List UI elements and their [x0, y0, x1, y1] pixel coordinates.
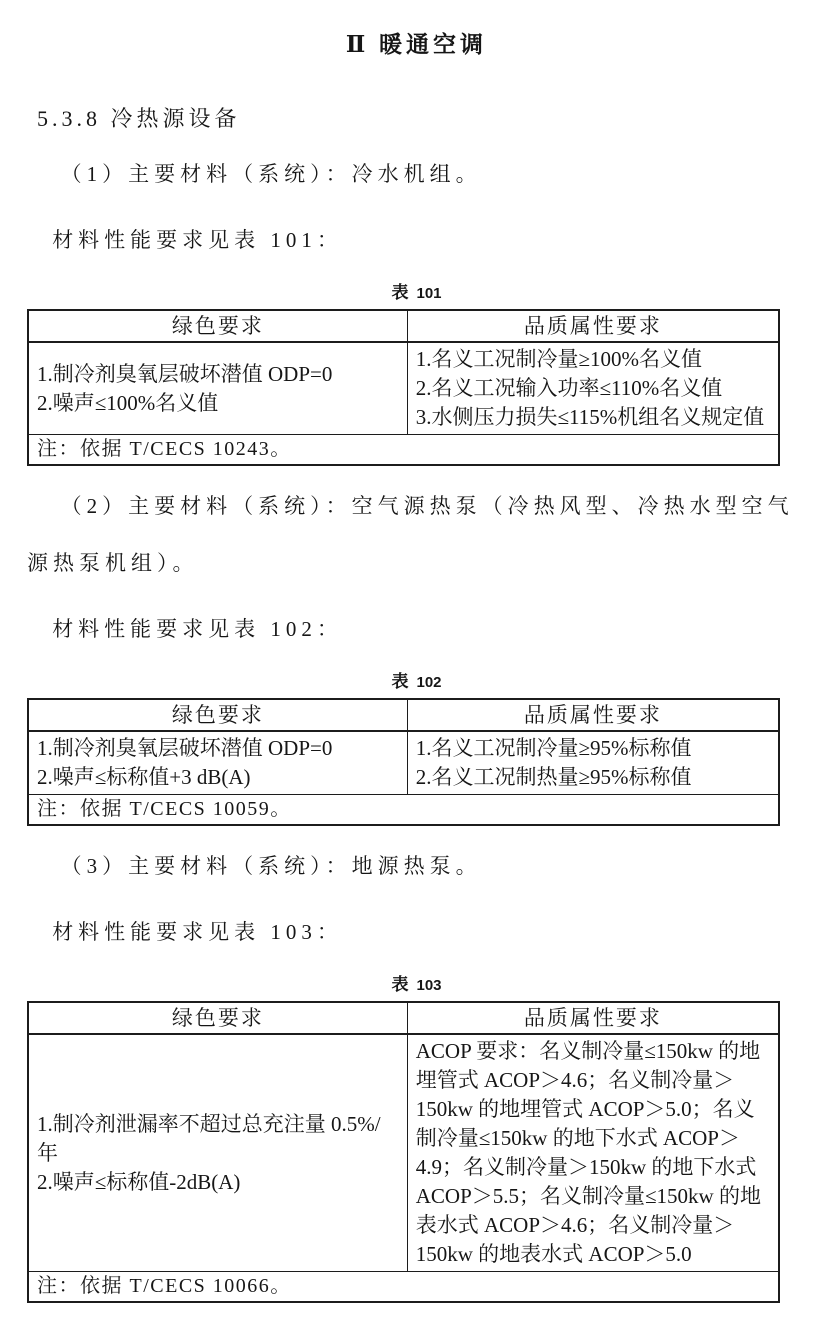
green-column-header: 绿色要求: [28, 699, 407, 731]
table-caption-number: 102: [416, 674, 442, 691]
page-heading: Ⅱ 暖通空调: [345, 32, 488, 57]
table-note: 注：依据 T/CECS 10066。: [28, 1272, 779, 1303]
green-requirements-cell: [28, 342, 407, 435]
requirement-line: 1.名义工况制冷量≥95%标称值: [415, 736, 692, 760]
section-air-source-heat-pump: [27, 478, 806, 826]
table-body-row: [28, 731, 779, 795]
table-caption: [27, 975, 806, 996]
table-body-row: [28, 342, 779, 435]
requirement-line: 1.名义工况制冷量≥100%名义值: [415, 347, 703, 371]
material-paragraph: （2）主要材料（系统）：空气源热泵（冷热风型、冷热水型空气源热泵机组）。: [27, 494, 794, 575]
requirement-line: 1.制冷剂泄漏率不超过总充注量 0.5%/年: [37, 1111, 381, 1165]
requirement-line: 3.水侧压力损失≤115%机组名义规定值: [415, 405, 765, 429]
requirement-line: 1.制冷剂臭氧层破坏潜值 ODP=0: [37, 361, 333, 386]
material-paragraph: （1）主要材料（系统）：冷水机组。: [60, 162, 482, 186]
table-caption-number: 101: [416, 285, 442, 302]
quality-requirements-cell: [407, 1034, 779, 1272]
requirement-line: 2.名义工况输入功率≤110%名义值: [415, 376, 723, 400]
green-column-header: 绿色要求: [28, 1002, 407, 1034]
quality-column-header: 品质属性要求: [407, 1002, 779, 1034]
requirement-line: 2.名义工况制热量≥95%标称值: [415, 765, 692, 789]
requirements-table-101: [27, 309, 780, 466]
section-chiller-unit: [27, 146, 806, 466]
quality-column-header: 品质属性要求: [407, 699, 779, 731]
green-requirements-cell: [28, 1034, 407, 1272]
requirement-line: 1.制冷剂臭氧层破坏潜值 ODP=0: [37, 736, 333, 760]
table-caption-number: 103: [416, 977, 442, 994]
table-caption: [27, 672, 806, 693]
requirement-line: ACOP 要求：名义制冷量≤150kw 的地埋管式 ACOP＞4.6；名义制冷量＞150kw 的地埋管式 ACOP＞5.0；名义制冷量≤150kw 的地下水式 ACOP＞4.9；名义制冷量＞150kw 的地下水式 ACOP＞5.5；名义制冷量≤150kw 的地表水式 ACOP＞4.6；名义制冷量＞150kw 的地表水式 ACOP＞5.0: [415, 1039, 761, 1266]
quality-requirements-cell: [407, 731, 779, 795]
requirement-line: 2.噪声≤标称值-2dB(A): [37, 1169, 241, 1194]
table-ref-paragraph: 材料性能要求见表 103：: [52, 920, 343, 944]
green-column-header: 绿色要求: [28, 310, 407, 342]
table-note-row: [28, 795, 779, 826]
table-header-row: [28, 699, 779, 731]
table-caption-label: 表: [391, 283, 411, 302]
material-paragraph: （3）主要材料（系统）：地源热泵。: [60, 854, 482, 878]
green-requirements-cell: [28, 731, 407, 795]
table-note: 注：依据 T/CECS 10243。: [28, 435, 779, 466]
requirements-table-103: [27, 1001, 780, 1303]
table-header-row: [28, 310, 779, 342]
requirements-table-102: [27, 698, 780, 826]
table-ref-paragraph: 材料性能要求见表 101：: [52, 228, 343, 252]
table-note: 注：依据 T/CECS 10059。: [28, 795, 779, 826]
table-note-row: [28, 1272, 779, 1303]
table-caption-label: 表: [391, 975, 411, 994]
section-heading: 5.3.8 冷热源设备: [37, 106, 241, 131]
table-caption-label: 表: [391, 672, 411, 691]
quality-requirements-cell: [407, 342, 779, 435]
quality-column-header: 品质属性要求: [407, 310, 779, 342]
table-note-row: [28, 435, 779, 466]
requirement-line: 2.噪声≤100%名义值: [37, 390, 219, 415]
requirement-line: 2.噪声≤标称值+3 dB(A): [37, 765, 251, 789]
table-body-row: [28, 1034, 779, 1272]
table-ref-paragraph: 材料性能要求见表 102：: [52, 617, 343, 641]
table-header-row: [28, 1002, 779, 1034]
table-caption: [27, 283, 806, 304]
section-ground-source-heat-pump: [27, 838, 806, 1303]
